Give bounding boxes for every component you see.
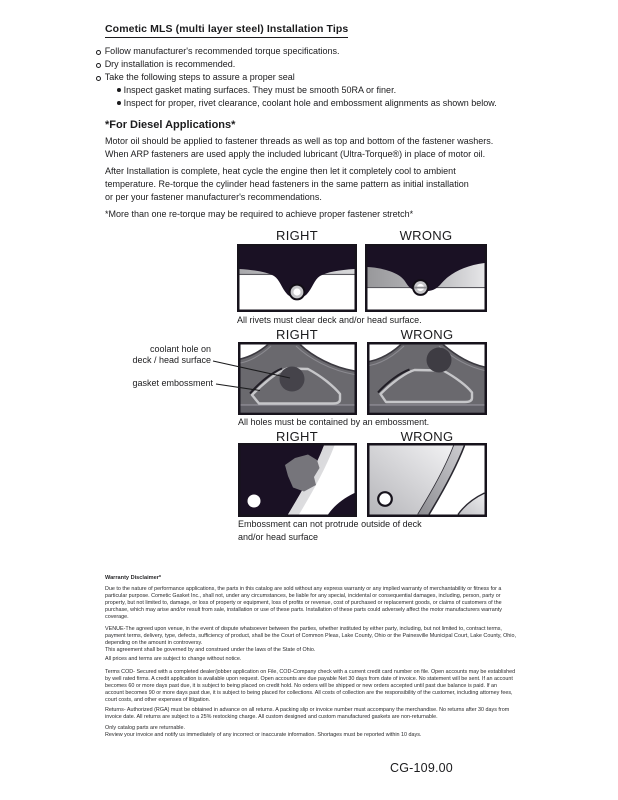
paragraph-line: Motor oil should be applied to fastener threads as well as top and bottom of the fastener washers. [105, 136, 494, 146]
diesel-paragraph-2 [105, 165, 469, 204]
open-bullet-icon [96, 76, 101, 81]
figure-caption-rivets: All rivets must clear deck and/or head surface. [237, 315, 422, 325]
paragraph-line: When ARP fasteners are used apply the included lubricant (Ultra-Torque®) in place of motor oil. [105, 149, 486, 159]
figure-embossment-right [238, 443, 357, 517]
list-item [96, 45, 497, 58]
bullet-text: Take the following steps to assure a proper seal [104, 72, 295, 82]
venue-governing-text: This agreement shall be governed by and construed under the laws of the State of Ohio. [105, 646, 316, 653]
list-item [96, 71, 497, 84]
filled-bullet-icon [117, 88, 121, 92]
page-title: Cometic MLS (multi layer steel) Installation Tips [105, 23, 348, 38]
bullet-text: Inspect for proper, rivet clearance, coolant hole and embossment alignments as shown below. [123, 98, 497, 108]
venue-paragraph [105, 626, 517, 654]
warranty-paragraph: Due to the nature of performance applications, the parts in this catalog are sold without any express warranty or any implied warranty of merchantability or fitness for a particular purpose. Cometic Gasket Inc., shall not, under any circumstances, be liable for any special, incidental or consequential damages, including, person, party or property, but not limited to, damage, or loss of property or equipment, loss of profits or revenue, cost of purchased or replacement goods, or claims of customers of the purchase, which may arise and/or result from sale, installation or use of these parts. Installation of these parts could adversely affect the motor manufacturers warranty coverage. [105, 586, 502, 620]
venue-text: VENUE-The agreed upon venue, in the event of dispute whatsoever between the parties, whether instituted by either party, including, but not limited to, contract terms, payment terms, delivery, type, defects, sufficiency of product, shall be the Court of Common Pleas, Lake County, Ohio or the Painesville Municipal Court, Lake County, Ohio, depending on the amount in controversy. [105, 626, 516, 646]
wrong-label-row1: WRONG [399, 228, 453, 243]
wrong-label-row2: WRONG [400, 327, 454, 342]
wrong-label-row3: WRONG [400, 429, 454, 444]
paragraph-line: temperature. Re-torque the cylinder head fasteners in the same pattern as initial installation [105, 179, 469, 189]
prices-paragraph: All prices and terms are subject to change without notice. [105, 656, 242, 662]
page-number: CG-109.00 [390, 761, 453, 775]
annotation-line: coolant hole on [149, 344, 211, 354]
list-item [117, 97, 497, 110]
caption-line: Embossment can not protrude outside of deck [238, 519, 422, 529]
figure-caption-holes: All holes must be contained by an embossment. [238, 417, 430, 427]
diesel-heading: *For Diesel Applications* [105, 119, 236, 131]
paragraph-line: After Installation is complete, heat cycle the engine then let it completely cool to ambient [105, 166, 456, 176]
catalog-returns-paragraph [105, 725, 517, 739]
catalog-returns-line: Only catalog parts are returnable. [105, 725, 186, 731]
figure-caption-embossment [238, 518, 478, 543]
open-bullet-icon [96, 63, 101, 68]
bullet-text: Inspect gasket mating surfaces. They must be smooth 50RA or finer. [123, 85, 397, 95]
catalog-returns-line: Review your invoice and notify us immediately of any incorrect or inaccurate information. Shortages must be reported within 10 days. [105, 731, 422, 738]
paragraph-line: or per your fastener manufacturer's recommendations. [105, 192, 322, 202]
figure-embossment-wrong [367, 443, 487, 517]
figure-rivet-wrong [365, 244, 487, 312]
warranty-disclaimer-heading: Warranty Disclaimer* [105, 575, 162, 581]
list-item [96, 58, 497, 71]
right-label-row2: RIGHT [276, 327, 318, 342]
bullet-text: Follow manufacturer's recommended torque specifications. [104, 46, 340, 56]
gasket-embossment-annotation: gasket embossment [132, 378, 213, 388]
coolant-hole-annotation [100, 344, 211, 365]
terms-paragraph: Terms COD- Secured with a completed dealer/jobber application on File, COD-Company check with a current credit card number on file. Open accounts may be established by well rated firms. A credit application is available upon request. Open accounts are due payable Net 30 days from date of invoice. No statement will be sent. If an account becomes 60 or more days past due, it is subject to being placed on credit hold. No orders will be shipped or new orders accepted until past due balance is paid. If an account becomes 90 or more days past due, it is subject to being placed for collections. All costs of collection are the responsibility of the customer, including attorney fees, court costs, and other expenses of litigation. [105, 669, 516, 703]
right-label-row3: RIGHT [276, 429, 318, 444]
figure-coolant-hole-right [238, 342, 357, 415]
bullet-text: Dry installation is recommended. [104, 59, 236, 69]
returns-paragraph: Returns- Authorized (RGA) must be obtained in advance on all returns. A packing slip or invoice number must accompany the merchandise. No returns after 30 days from invoice date. All returns are subject to a 25% restocking charge. All custom designed and custom manufactured gaskets are non-returnable. [105, 707, 510, 720]
diesel-paragraph-1 [105, 135, 493, 161]
annotation-line: deck / head surface [132, 354, 211, 365]
tips-list [96, 45, 497, 110]
filled-bullet-icon [117, 101, 121, 105]
figure-coolant-hole-wrong [367, 342, 487, 415]
caption-line: and/or head surface [238, 531, 319, 542]
retorque-note: *More than one re-torque may be required to achieve proper fastener stretch* [105, 209, 414, 219]
list-item [117, 84, 497, 97]
right-label-row1: RIGHT [276, 228, 318, 243]
figure-rivet-right [237, 244, 357, 312]
open-bullet-icon [96, 50, 101, 55]
